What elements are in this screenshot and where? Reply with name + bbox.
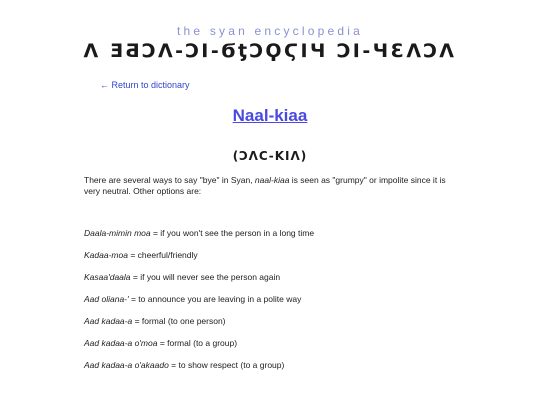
farewell-options-list [84, 228, 504, 382]
intro-paragraph [84, 175, 464, 197]
site-tagline: the syan encyclopedia [177, 24, 363, 38]
option-term: Aad kadaa-a o'akaado [84, 360, 169, 370]
option-desc: = if you won't see the person in a long time [150, 228, 315, 238]
option-desc: = formal (to a group) [157, 338, 238, 348]
site-conscript-title: Λ ƎƋϽΛ-ϽΙ-ϬƫϽϘϚΙЧ ϽΙ-ЧԐΛϽΛ [83, 40, 457, 62]
option-term: Aad oliana-' [84, 294, 129, 304]
list-item [84, 316, 504, 338]
entry-title-link[interactable]: Naal-kiaa [232, 106, 308, 125]
list-item [84, 228, 504, 250]
intro-term: naal-kiaa [254, 175, 290, 185]
return-to-dictionary-link[interactable]: ← Return to dictionary [100, 80, 190, 90]
option-desc: = formal (to one person) [132, 316, 226, 326]
option-term: Daala-mimin moa [84, 228, 151, 238]
option-desc: = to show respect (to a group) [168, 360, 285, 370]
option-term: Aad kadaa-a [84, 316, 133, 326]
option-desc: = cheerful/friendly [127, 250, 198, 260]
intro-suffix: is seen as "grumpy" or impolite since it is very neutral. Other options are: [84, 175, 446, 196]
option-term: Kadaa-moa [84, 250, 128, 260]
entry-conscript-spelling: (ϽΛϹ-ΚΙΛ) [232, 149, 308, 163]
option-desc: = if you will never see the person again [130, 272, 281, 282]
option-term: Aad kadaa-a o'moa [84, 338, 158, 348]
list-item [84, 250, 504, 272]
list-item [84, 338, 504, 360]
list-item [84, 360, 504, 382]
list-item [84, 272, 504, 294]
intro-prefix: There are several ways to say "bye" in Syan, [84, 175, 255, 185]
option-desc: = to announce you are leaving in a polite way [128, 294, 302, 304]
option-term: Kasaa'daala [84, 272, 131, 282]
list-item [84, 294, 504, 316]
